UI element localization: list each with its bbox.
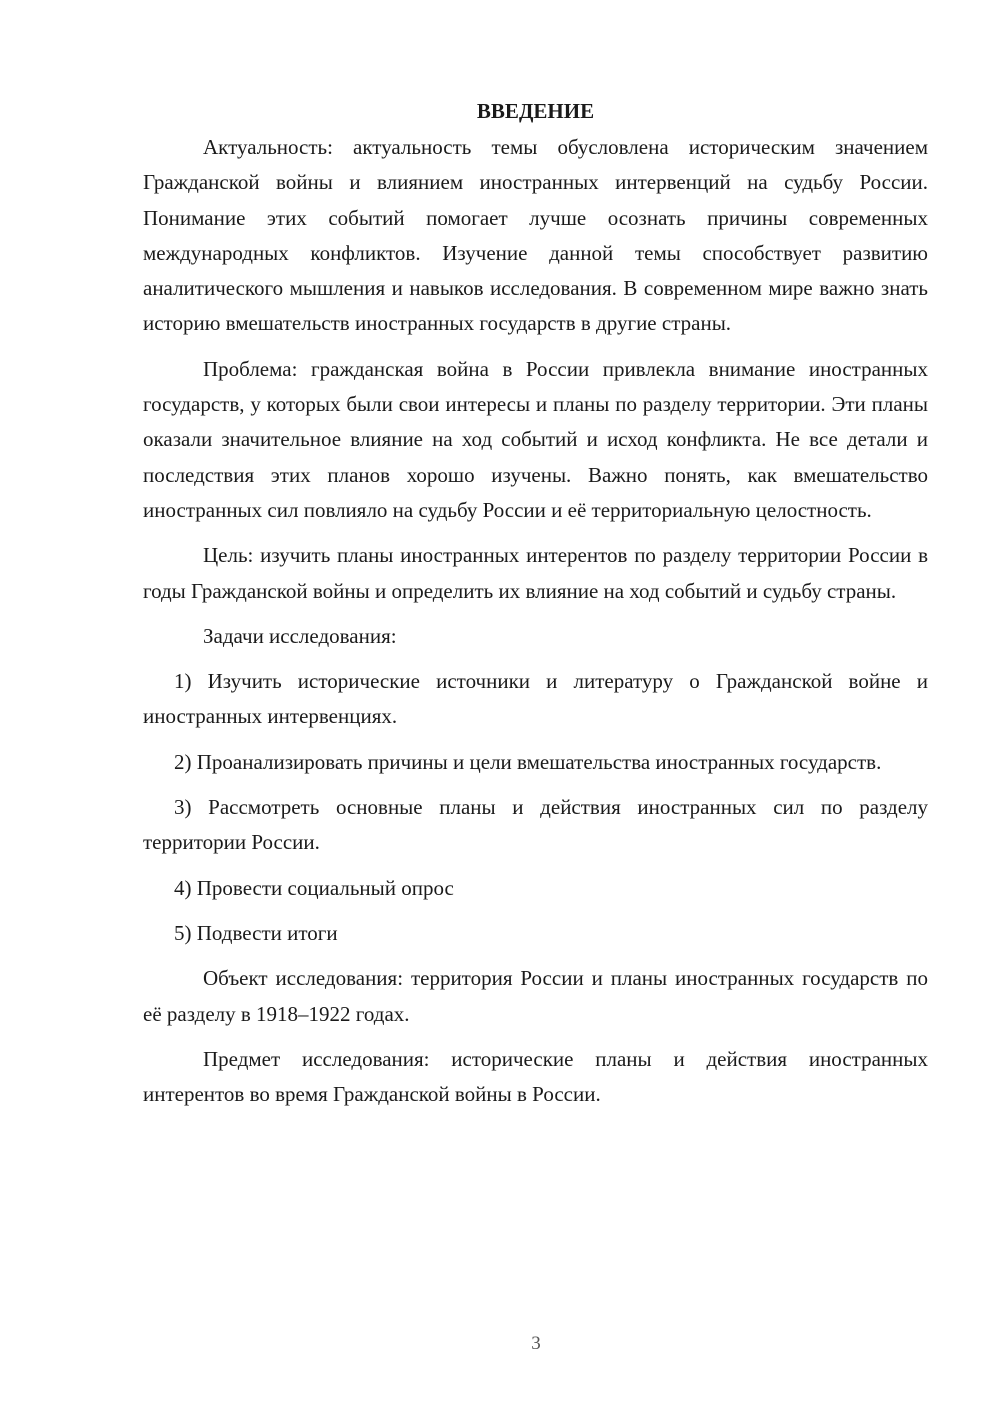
document-title: ВВЕДЕНИЕ xyxy=(476,99,595,123)
problem-paragraph: Проблема: гражданская война в России привлекла внимание иностранных государств, у которых были свои интересы и планы по разделу территории. Эти планы оказали значительное влияние на ход событий и исход конфликта. Не все детали и последствия этих планов хорошо изучены. Важно понять, как вмешательство иностранных сил повлияло на судьбу России и её территориальную целостность. xyxy=(143,356,928,522)
task-item: 3) Рассмотреть основные планы и действия иностранных сил по разделу территории России. xyxy=(143,795,928,855)
task-item: 5) Подвести итоги xyxy=(174,920,338,945)
goal-paragraph: Цель: изучить планы иностранных интерентов по разделу территории России в годы Гражданской войны и определить их влияние на ход событий и судьбу страны. xyxy=(143,543,928,603)
object-paragraph: Объект исследования: территория России и планы иностранных государств по её разделу в 1918–1922 годах. xyxy=(143,966,928,1026)
subject-paragraph: Предмет исследования: исторические планы и действия иностранных интерентов во время Гражданской войны в России. xyxy=(143,1046,928,1107)
document-page xyxy=(143,96,928,1122)
page-number: 3 xyxy=(531,1333,541,1354)
task-item: 4) Провести социальный опрос xyxy=(174,875,454,900)
task-item: 1) Изучить исторические источники и литературу о Гражданской войне и иностранных интервенциях. xyxy=(143,669,928,729)
tasks-heading: Задачи исследования: xyxy=(203,623,397,648)
task-item: 2) Проанализировать причины и цели вмешательства иностранных государств. xyxy=(174,749,882,774)
relevance-paragraph: Актуальность: актуальность темы обусловлена историческим значением Гражданской войны и влиянием иностранных интервенций на судьбу России. Понимание этих событий помогает лучше осознать причины современных международных конфликтов. Изучение данной темы способствует развитию аналитического мышления и навыков исследования. В современном мире важно знать историю вмешательств иностранных государств в другие страны. xyxy=(143,135,928,336)
